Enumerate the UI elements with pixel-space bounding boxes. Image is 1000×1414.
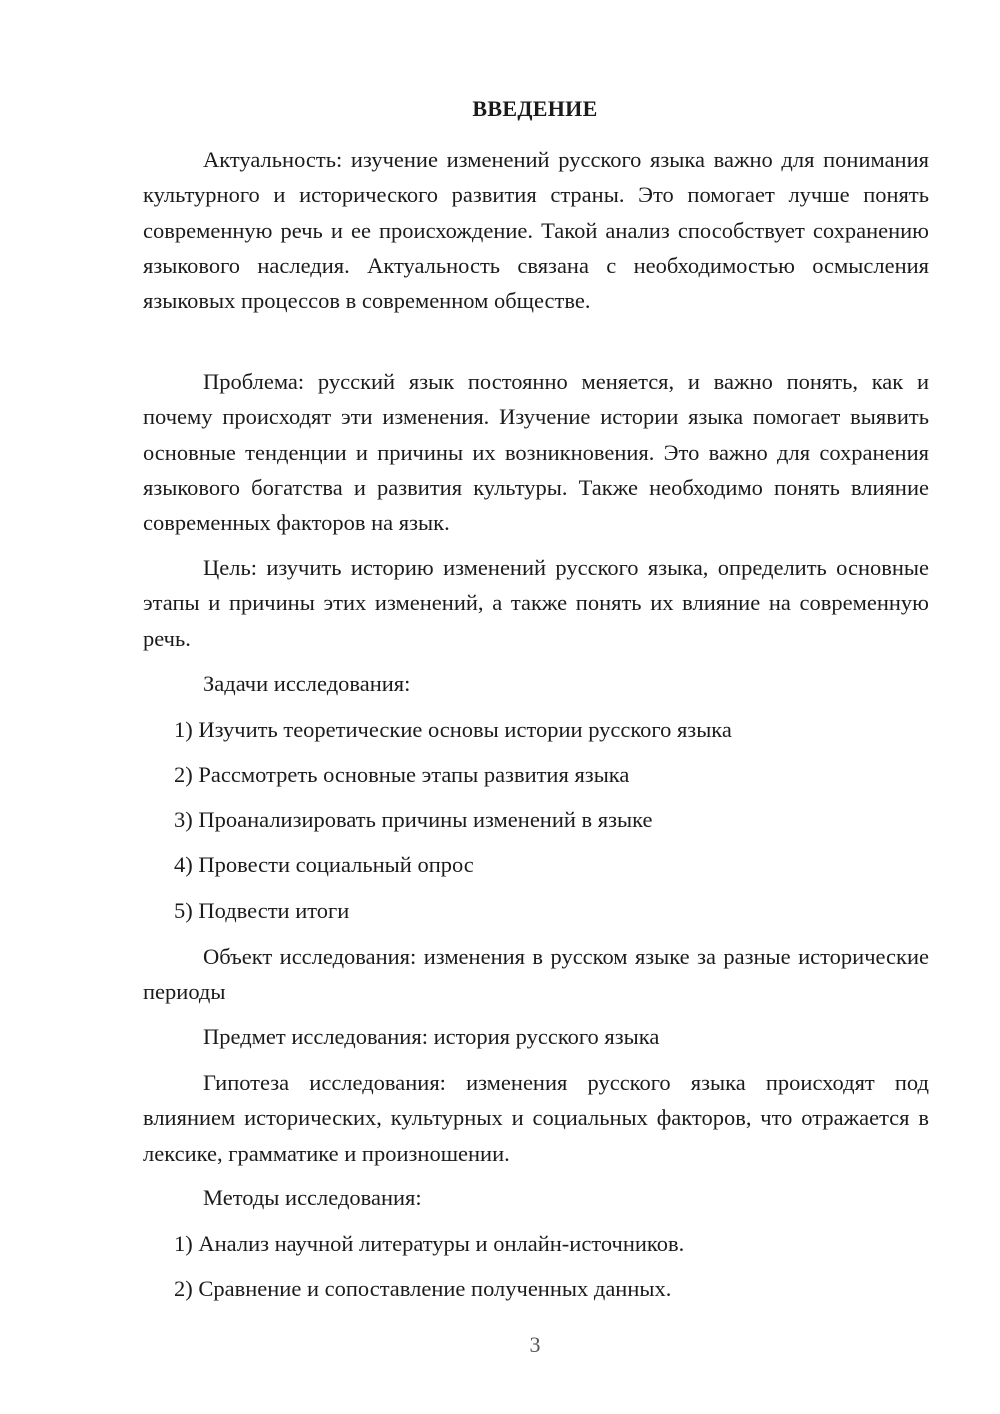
paragraph-problem: Проблема: русский язык постоянно меняется, и важно понять, как и почему происходят эти изменения. Изучение истории языка помогает выявить основные тенденции и причины их возникновения. Это важно для сохранения языкового богатства и развития культуры. Также необходимо понять влияние современных факторов на язык. <box>143 369 929 536</box>
paragraph-subject: Предмет исследования: история русского языка <box>203 1024 660 1049</box>
tasks-heading: Задачи исследования: <box>203 671 411 696</box>
paragraph-object: Объект исследования: изменения в русском языке за разные исторические периоды <box>143 944 929 1005</box>
paragraph-goal: Цель: изучить историю изменений русского языка, определить основные этапы и причины этих изменений, а также понять их влияние на современную речь. <box>143 555 929 651</box>
task-item-5: 5) Подвести итоги <box>174 898 350 923</box>
paragraph-hypothesis: Гипотеза исследования: изменения русского языка происходят под влиянием исторических, культурных и социальных факторов, что отражается в лексике, грамматике и произношении. <box>143 1070 929 1166</box>
task-item-2: 2) Рассмотреть основные этапы развития языка <box>174 762 630 787</box>
paragraph-relevance: Актуальность: изучение изменений русского языка важно для понимания культурного и исторического развития страны. Это помогает лучше понять современную речь и ее происхождение. Такой анализ способствует сохранению языкового наследия. Актуальность связана с необходимостью осмысления языковых процессов в современном обществе. <box>143 147 929 314</box>
methods-heading: Методы исследования: <box>203 1185 422 1210</box>
task-item-3: 3) Проанализировать причины изменений в языке <box>174 807 653 832</box>
task-item-1: 1) Изучить теоретические основы истории русского языка <box>174 717 732 742</box>
page-title: ВВЕДЕНИЕ <box>472 96 598 121</box>
method-item-2: 2) Сравнение и сопоставление полученных данных. <box>174 1276 672 1301</box>
page-number: 3 <box>529 1332 541 1357</box>
task-item-4: 4) Провести социальный опрос <box>174 852 474 877</box>
method-item-1: 1) Анализ научной литературы и онлайн-источников. <box>174 1231 685 1256</box>
